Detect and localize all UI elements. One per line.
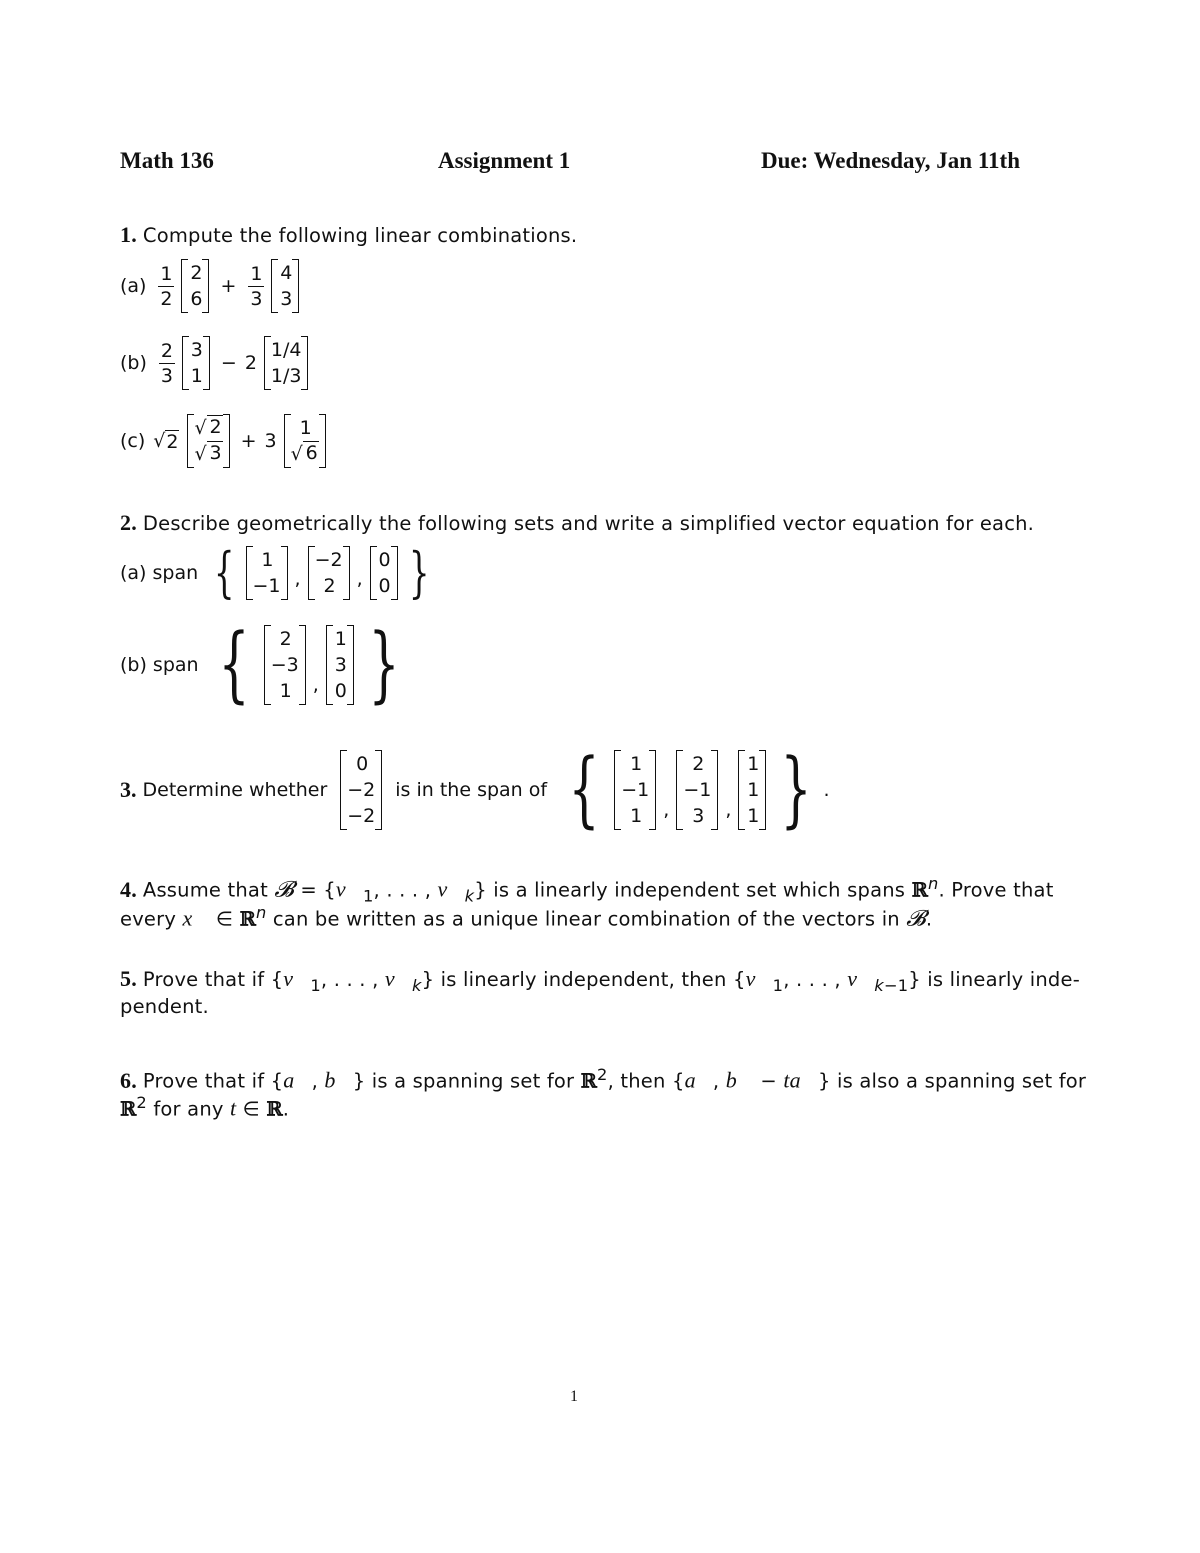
question-number: 4.: [120, 876, 137, 902]
question-text: is a spanning set for: [371, 1069, 575, 1093]
question-4-line-1: 4. Assume that 𝓑 = {$v⃗_1$, . . . , $v⃗_k$} is a linearly independent set which spans ℝ$^n$. Prove that: [120, 874, 1054, 906]
course-name: Math 136: [120, 148, 214, 173]
q2-part-b: (b) span { 2 −3 1 , 1 3 0 }: [120, 617, 400, 712]
question-6-line-1: 6. Prove that if {a⃗, b⃗} is a spanning set for ℝ$^2$, then {a⃗, b⃗ − ta⃗} is also a spanning set for: [120, 1065, 1087, 1093]
question-3: 3. Determine whether 0 −2 −2 is in the span of { 1 −1 1 , 2 −1 3 , 1 1 1 } .: [120, 742, 830, 837]
vector: 0 −2 −2: [340, 750, 382, 830]
sqrt: √ 2: [153, 429, 179, 453]
vector: 3 1: [182, 336, 210, 390]
part-label: (c): [120, 430, 146, 452]
part-label: (a): [120, 275, 147, 297]
question-text: is linearly independent, then: [440, 968, 727, 991]
vector: 1 √ 6: [284, 414, 326, 468]
question-text: , then: [607, 1069, 666, 1093]
q1-part-a: (a) $\frac{1}{2}$ 2 6 + $\frac{1}{3}$ 4 3: [120, 256, 302, 316]
question-number: 2.: [120, 510, 137, 535]
fraction: $\frac{1}{2}$: [160, 262, 173, 310]
part-label: (a) span: [120, 562, 199, 584]
question-2: [120, 509, 1034, 538]
question-text: Assume that: [142, 878, 268, 902]
question-1: [120, 221, 577, 250]
question-text: is a linearly independent set which spans: [493, 878, 906, 902]
vector: 1/4 1/3: [264, 336, 309, 390]
vector: 4 3: [271, 259, 299, 313]
vector: 1 −1 1: [614, 750, 656, 830]
question-number: 5.: [120, 966, 137, 991]
question-text: Prove that if: [142, 1069, 265, 1093]
vector: 1 −1: [246, 546, 288, 600]
question-number: 1.: [120, 222, 137, 247]
question-text: . Prove that: [938, 878, 1054, 902]
question-5-line-1: 5. Prove that if {$v⃗_1$, . . . , $v⃗_k$} is linearly independent, then {$v⃗_1$, . . . , $v⃗_{k-1}$} is linearly inde-: [120, 966, 1080, 995]
question-text: Prove that if: [142, 968, 265, 991]
part-label: (b): [120, 352, 147, 374]
question-text: Compute the following linear combinations.: [142, 224, 578, 247]
vector: −2 2: [308, 546, 350, 600]
question-text: can be written as a unique linear combination of the vectors in: [272, 907, 900, 931]
part-label: (b) span: [120, 654, 199, 676]
page-header: [120, 148, 1020, 178]
question-text: is linearly inde-: [927, 968, 1080, 991]
vector: 2 −1 3: [676, 750, 718, 830]
question-4-line-2: every x⃗ ∈ ℝ$^n$ can be written as a unique linear combination of the vectors in 𝓑.: [120, 903, 933, 931]
q1-part-b: (b) $\frac{2}{3}$ 3 1 − 2 1/4 1/3: [120, 333, 311, 393]
vector: √ 2 √ 3: [187, 414, 229, 468]
question-text: is also a spanning set for: [837, 1069, 1087, 1093]
question-text: pendent.: [120, 995, 209, 1018]
question-5-line-2: [120, 993, 209, 1021]
vector: 2 −3 1: [264, 625, 306, 705]
q2-part-a: (a) span { 1 −1 , −2 2 , 0 0 }: [120, 541, 430, 604]
question-text: Determine whether: [142, 779, 328, 801]
fraction: $\frac{2}{3}$: [160, 339, 173, 387]
fraction: $\frac{1}{3}$: [250, 262, 263, 310]
vector: 1 3 0: [326, 625, 354, 705]
vector: 2 6: [181, 259, 209, 313]
question-number: 6.: [120, 1067, 137, 1093]
vector: 0 0: [370, 546, 398, 600]
assignment-title: Assignment 1: [438, 148, 571, 173]
due-date: Due: Wednesday, Jan 11th: [760, 148, 1020, 173]
vector: 1 1 1: [738, 750, 766, 830]
question-text: for any: [153, 1097, 224, 1121]
question-text: Describe geometrically the following sets and write a simplified vector equation for each.: [142, 512, 1035, 535]
question-number: 3.: [120, 777, 137, 802]
question-6-line-2: ℝ$^2$ for any t ∈ ℝ.: [120, 1093, 290, 1121]
question-text-middle: is in the span of: [395, 779, 548, 801]
page-number: 1: [570, 1388, 578, 1405]
question-text: every: [120, 907, 177, 931]
q1-part-c: (c) √ 2 √ 2 √ 3 + 3 1 √ 6: [120, 410, 329, 472]
